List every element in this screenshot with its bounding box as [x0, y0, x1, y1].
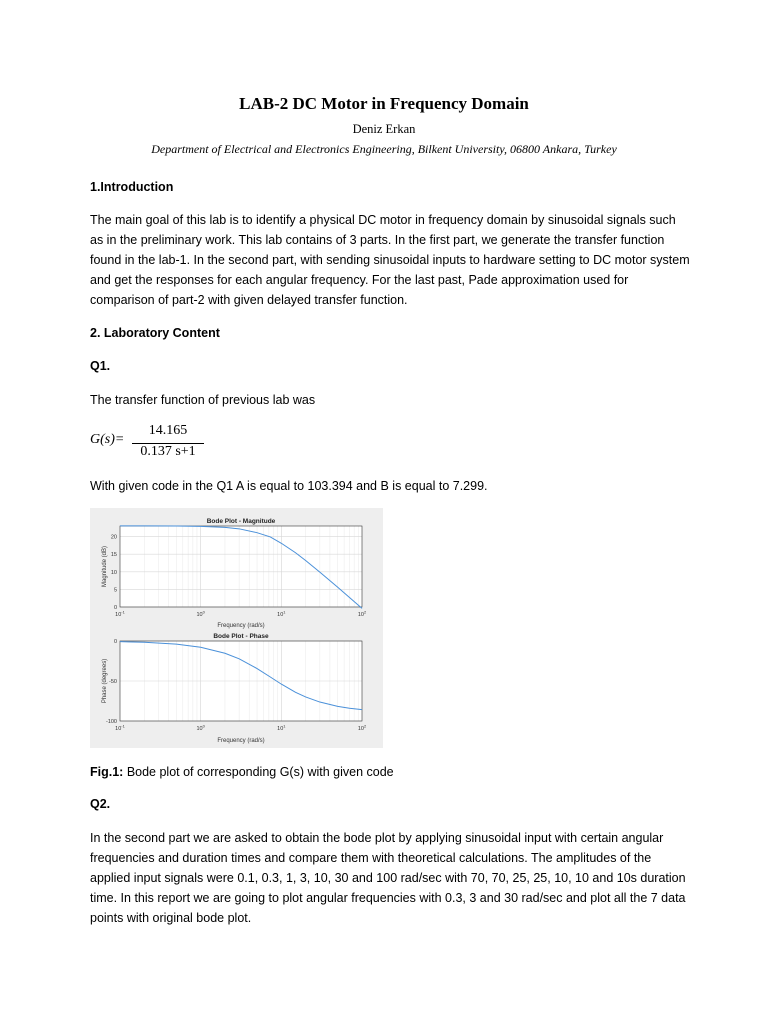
- transfer-function-equation: [90, 425, 230, 465]
- mag-y-tick-label: 10: [110, 569, 117, 576]
- paper-title: LAB-2 DC Motor in Frequency Domain: [239, 94, 529, 113]
- phase-x-axis-label: Frequency (rad/s): [217, 738, 265, 744]
- phase-x-tick-exponent: 2: [363, 723, 367, 729]
- author-affiliation: Department of Electrical and Electronics Engineering, Bilkent University, 06800 Ankara, Turkey: [151, 142, 617, 156]
- bode-plot-svg: [90, 508, 383, 748]
- equation-numerator: 14.165: [148, 423, 188, 438]
- q2-paragraph: In the second part we are asked to obtain the bode plot by applying sinusoidal input with certain angular frequencies and duration times and compare them with theoretical calculations. The amplitudes of the applied input signals were 0.1, 0.3, 1, 3, 10, 30 and 100 rad/sec with 70, 70, 25, 25, 10, 10 and 10s duration time. In this report we are going to plot angular frequencies with 0.3, 3 and 30 rad/sec and plot all the 7 data points with original bode plot.: [90, 831, 686, 925]
- introduction-paragraph: The main goal of this lab is to identify a physical DC motor in frequency domain by sinusoidal signals such as in the preliminary work. This lab contains of 3 parts. In the first part, we generate the transfer function found in the lab-1. In the second part, with sending sinusoidal inputs to hardware setting to DC motor system and get the responses for each angular frequency. For the last past, Pade approximation used for comparison of part-2 with given delayed transfer function.: [90, 213, 690, 307]
- q1-result-paragraph: With given code in the Q1 A is equal to 103.394 and B is equal to 7.299.: [90, 479, 488, 493]
- mag-x-tick-label: $10^1$: [277, 609, 286, 618]
- phase-x-tick-label: $10^0$: [196, 723, 205, 732]
- phase-y-tick-label: 0: [113, 639, 117, 645]
- mag-chart-title: Bode Plot - Magnitude: [206, 518, 276, 525]
- phase-x-tick-exponent: 1: [283, 723, 286, 729]
- figure-caption-text: Bode plot of corresponding G(s) with given code: [123, 765, 394, 779]
- phase-y-tick-label: -100: [105, 719, 117, 725]
- q2-heading: Q2.: [90, 797, 111, 811]
- equation-lhs: G(s)=: [90, 432, 125, 447]
- phase-x-tick-label: $10^1$: [277, 723, 286, 732]
- mag-x-tick-label: $10^{-1}$: [115, 609, 125, 618]
- mag-x-tick-exponent: -1: [121, 609, 125, 615]
- mag-plot-area: [120, 526, 362, 607]
- mag-y-axis-label: Magnitude (dB): [102, 545, 108, 588]
- bode-plot-figure: [90, 508, 383, 748]
- phase-x-tick-exponent: 0: [202, 723, 205, 729]
- equation-denominator: 0.137 s+1: [140, 444, 196, 459]
- figure-caption-label: Fig.1:: [90, 765, 124, 779]
- phase-y-tick-label: -50: [109, 679, 117, 685]
- mag-x-tick-label: $10^2$: [357, 609, 367, 618]
- mag-x-tick-exponent: 0: [202, 609, 205, 615]
- mag-x-axis-label: Frequency (rad/s): [217, 623, 265, 629]
- mag-y-tick-label: 20: [110, 534, 117, 541]
- q1-paragraph: The transfer function of previous lab was: [90, 393, 316, 407]
- phase-x-tick-label: $10^2$: [357, 723, 367, 732]
- q1-heading: Q1.: [90, 359, 111, 373]
- phase-x-tick-exponent: -1: [121, 723, 125, 729]
- phase-x-tick-label: $10^{-1}$: [115, 723, 125, 732]
- author-name: Deniz Erkan: [352, 122, 416, 136]
- mag-x-tick-exponent: 2: [363, 609, 367, 615]
- phase-chart-title: Bode Plot - Phase: [213, 633, 269, 640]
- phase-y-axis-label: Phase (degrees): [102, 658, 108, 704]
- introduction-heading: 1.Introduction: [90, 180, 174, 194]
- mag-y-tick-label: 15: [110, 552, 117, 559]
- mag-y-tick-label: 5: [113, 587, 117, 594]
- lab-content-heading: 2. Laboratory Content: [90, 326, 220, 340]
- figure-caption: [90, 765, 394, 779]
- mag-y-tick-label: 0: [113, 605, 117, 611]
- mag-x-tick-label: $10^0$: [196, 609, 205, 618]
- mag-x-tick-exponent: 1: [283, 609, 286, 615]
